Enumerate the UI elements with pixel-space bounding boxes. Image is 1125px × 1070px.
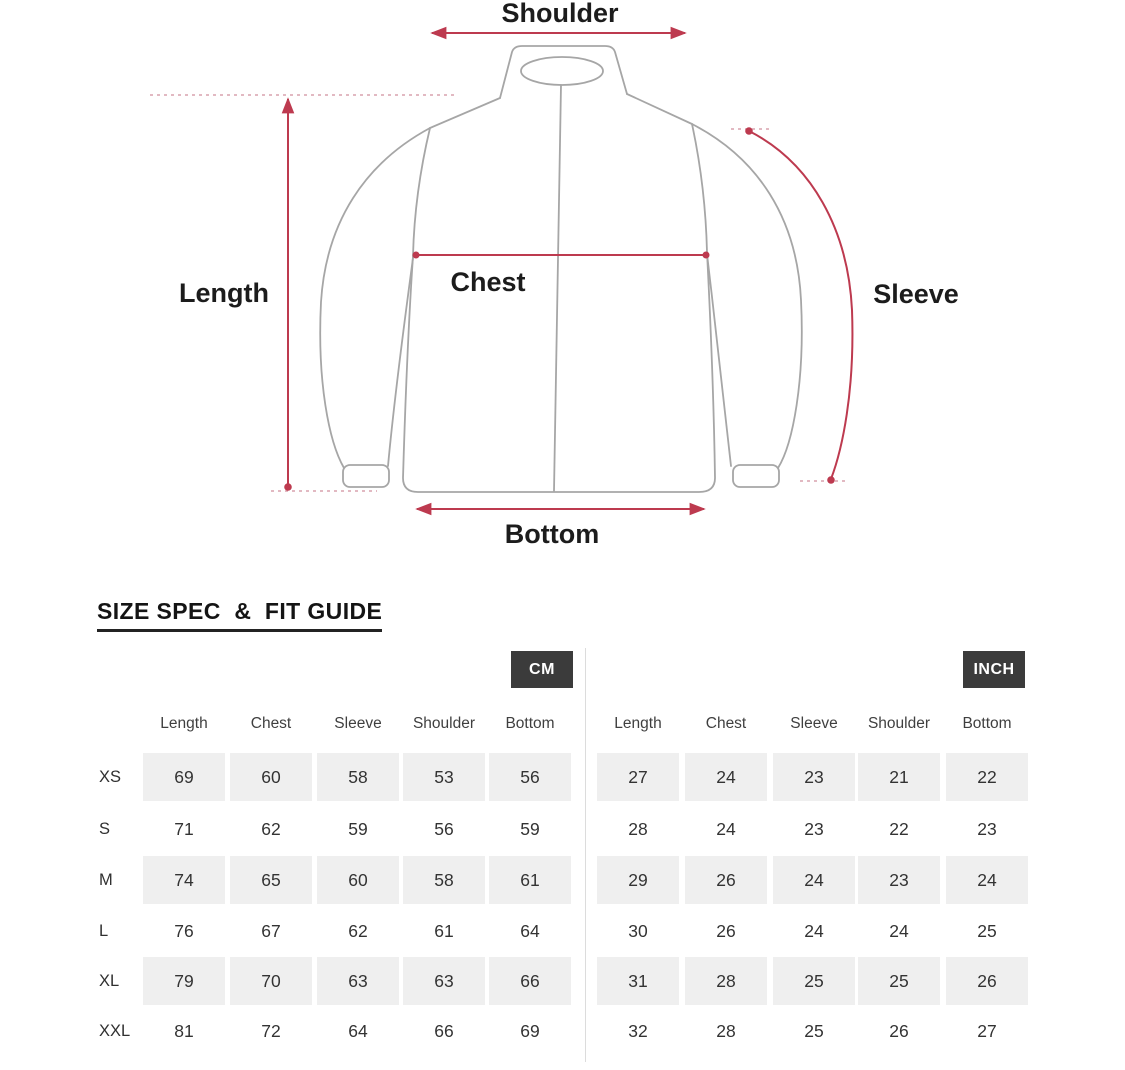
cm-cell: 59	[348, 818, 368, 839]
inch-cell: 25	[977, 920, 997, 941]
size-label: S	[99, 819, 111, 838]
jacket-outline	[320, 46, 802, 492]
inch-cell: 25	[773, 957, 855, 1005]
cm-cell: 60	[317, 856, 399, 904]
cm-cell: 60	[230, 753, 312, 801]
cm-column-header: Chest	[250, 715, 292, 732]
cm-cell: 71	[174, 818, 194, 839]
cm-cell: 66	[434, 1020, 454, 1041]
inch-cell: 23	[773, 753, 855, 801]
cm-column-header: Shoulder	[412, 715, 476, 732]
inch-cell: 25	[858, 957, 940, 1005]
cm-cell: 58	[317, 753, 399, 801]
inch-cell: 23	[977, 818, 997, 839]
inch-cell: 24	[773, 856, 855, 904]
cm-cell: 76	[174, 920, 194, 941]
inch-column-header: Length	[614, 715, 662, 732]
cm-cell: 72	[261, 1020, 281, 1041]
inch-cell: 24	[716, 818, 736, 839]
sleeve-label: Sleeve	[873, 279, 959, 309]
cm-cell: 63	[403, 957, 485, 1005]
section-title: SIZE SPEC & FIT GUIDE	[97, 598, 382, 632]
length-label: Length	[179, 278, 269, 308]
cm-column-header: Bottom	[505, 715, 555, 732]
cm-column-header: Length	[160, 715, 208, 732]
inch-column-header: Sleeve	[790, 715, 838, 732]
cm-cell: 53	[403, 753, 485, 801]
inch-cell: 24	[889, 920, 909, 941]
size-label: XXL	[99, 1021, 131, 1040]
cm-cell: 59	[520, 818, 540, 839]
inch-cell: 27	[597, 753, 679, 801]
inch-cell: 32	[628, 1020, 648, 1041]
inch-cell: 24	[685, 753, 767, 801]
cm-cell: 62	[261, 818, 281, 839]
cm-cell: 56	[434, 818, 454, 839]
inch-cell: 30	[628, 920, 648, 941]
cm-cell: 61	[489, 856, 571, 904]
inch-cell: 24	[804, 920, 824, 941]
inch-column-header: Bottom	[962, 715, 1012, 732]
table-divider	[585, 648, 586, 1062]
measure-lines	[288, 33, 852, 509]
inch-cell: 27	[977, 1020, 997, 1041]
cm-cell: 74	[143, 856, 225, 904]
cm-cell: 61	[434, 920, 454, 941]
inch-cell: 28	[716, 1020, 736, 1041]
cm-cell: 65	[230, 856, 312, 904]
cm-unit-badge: CM	[511, 651, 573, 688]
chest-label: Chest	[450, 267, 526, 297]
inch-column-header: Chest	[705, 715, 747, 732]
shoulder-label: Shoulder	[501, 0, 619, 28]
inch-cell: 26	[889, 1020, 909, 1041]
inch-cell: 28	[628, 818, 648, 839]
size-label: L	[99, 921, 109, 940]
cm-cell: 81	[174, 1020, 194, 1041]
inch-cell: 23	[858, 856, 940, 904]
cm-cell: 62	[348, 920, 368, 941]
cm-column-header: Sleeve	[334, 715, 382, 732]
inch-cell: 22	[946, 753, 1028, 801]
cm-cell: 58	[403, 856, 485, 904]
cm-cell: 69	[520, 1020, 540, 1041]
cm-cell: 67	[261, 920, 281, 941]
inch-column-header: Shoulder	[867, 715, 931, 732]
inch-cell: 24	[946, 856, 1028, 904]
cm-cell: 69	[143, 753, 225, 801]
cm-cell: 64	[520, 920, 540, 941]
inch-cell: 25	[804, 1020, 824, 1041]
bottom-label: Bottom	[504, 519, 600, 549]
cm-cell: 56	[489, 753, 571, 801]
inch-cell: 29	[597, 856, 679, 904]
inch-cell: 26	[946, 957, 1028, 1005]
inch-cell: 23	[804, 818, 824, 839]
inch-cell: 26	[685, 856, 767, 904]
size-label: M	[99, 870, 113, 889]
inch-cell: 31	[597, 957, 679, 1005]
size-label: XS	[99, 767, 122, 786]
inch-cell: 22	[889, 818, 909, 839]
inch-unit-badge: INCH	[963, 651, 1025, 688]
cm-cell: 79	[143, 957, 225, 1005]
size-label: XL	[99, 971, 120, 990]
cm-cell: 70	[230, 957, 312, 1005]
inch-cell: 28	[685, 957, 767, 1005]
inch-cell: 21	[858, 753, 940, 801]
cm-cell: 63	[317, 957, 399, 1005]
inch-cell: 26	[716, 920, 736, 941]
cm-cell: 66	[489, 957, 571, 1005]
cm-cell: 64	[348, 1020, 368, 1041]
